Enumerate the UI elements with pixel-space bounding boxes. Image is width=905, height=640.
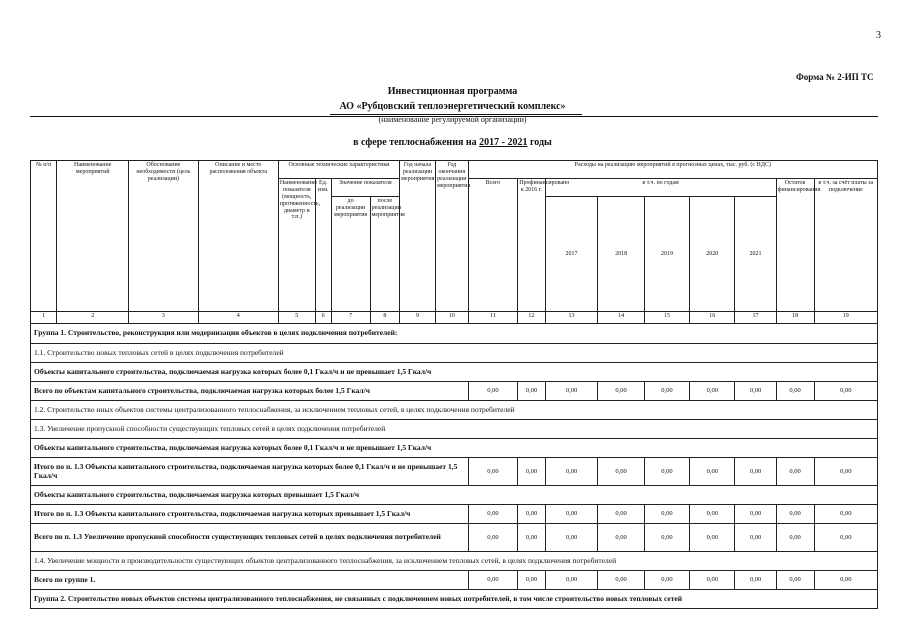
value-cell: 0,00 — [735, 571, 776, 590]
header-before: до реализации мероприятия — [331, 197, 370, 312]
header-year-2018: 2018 — [598, 197, 644, 312]
value-cell: 0,00 — [468, 571, 518, 590]
table-row — [31, 590, 878, 609]
value-cell: 0,00 — [776, 524, 814, 552]
table-row — [31, 344, 878, 363]
value-cell: 0,00 — [776, 505, 814, 524]
column-number-row — [31, 312, 878, 324]
table-row — [31, 458, 878, 486]
col-num: 2 — [57, 312, 129, 324]
col-num: 7 — [331, 312, 370, 324]
value-cell: 0,00 — [468, 458, 518, 486]
value-cell: 0,00 — [735, 382, 776, 401]
header-unit: Ед. изм. — [315, 179, 331, 312]
value-cell: 0,00 — [598, 524, 644, 552]
header-indicator-value: Значение показателя — [331, 179, 400, 197]
table-row — [31, 324, 878, 344]
section-1-3: 1.3. Увеличение пропускной способности существующих тепловых сетей в целях подключения потребителей — [31, 420, 878, 439]
group-2-heading: Группа 2. Строительство новых объектов системы централизованного теплоснабжения, не связанных с подключением новых потребителей, в том числе строительство новых тепловых сетей — [31, 590, 878, 609]
value-cell: 0,00 — [735, 524, 776, 552]
table-row — [31, 439, 878, 458]
document-title: Инвестиционная программа — [387, 86, 518, 97]
col-num: 13 — [545, 312, 598, 324]
value-cell: 0,00 — [545, 505, 598, 524]
table-row — [31, 571, 878, 590]
header-year-2020: 2020 — [690, 197, 735, 312]
value-cell: 0,00 — [644, 524, 689, 552]
value-cell: 0,00 — [545, 458, 598, 486]
organization-caption: (наименование регулируемой организации) — [378, 115, 527, 124]
value-cell: 0,00 — [644, 458, 689, 486]
col-num: 1 — [31, 312, 57, 324]
investment-program-table — [30, 160, 878, 609]
subsection-heading: Объекты капитального строительства, подключаемая нагрузка которых более 0,1 Гкал/ч и не превышает 1,5 Гкал/ч — [31, 439, 878, 458]
col-num: 12 — [518, 312, 545, 324]
col-num: 11 — [468, 312, 518, 324]
header-description: Описание и место расположения объекта — [198, 161, 278, 312]
header-indicator-name: Наименование показателя (мощность, протяженность, диаметр и т.п.) — [278, 179, 315, 312]
value-cell: 0,00 — [518, 505, 545, 524]
table-row — [31, 363, 878, 382]
header-after: после реализации мероприятия — [370, 197, 400, 312]
value-cell: 0,00 — [468, 524, 518, 552]
header-name: Наименование мероприятий — [57, 161, 129, 312]
table-row — [31, 382, 878, 401]
page-number: 3 — [876, 30, 881, 41]
value-cell: 0,00 — [545, 524, 598, 552]
value-cell: 0,00 — [814, 524, 877, 552]
col-num: 18 — [776, 312, 814, 324]
header-year-2021: 2021 — [735, 197, 776, 312]
value-cell: 0,00 — [644, 571, 689, 590]
value-cell: 0,00 — [598, 458, 644, 486]
header-year-2017: 2017 — [545, 197, 598, 312]
value-cell: 0,00 — [518, 458, 545, 486]
value-cell: 0,00 — [545, 382, 598, 401]
value-cell: 0,00 — [776, 458, 814, 486]
table-row — [31, 524, 878, 552]
organization-name: АО «Рубцовский теплоэнергетический комплекс» — [339, 101, 566, 112]
col-num: 6 — [315, 312, 331, 324]
value-cell: 0,00 — [690, 505, 735, 524]
value-cell: 0,00 — [518, 524, 545, 552]
value-cell: 0,00 — [814, 571, 877, 590]
row-label: Итого по п. 1.3 Объекты капитального строительства, подключаемая нагрузка которых более 0,1 Гкал/ч и не превышает 1,5 Гкал/ч — [31, 458, 469, 486]
table-row — [31, 486, 878, 505]
value-cell: 0,00 — [690, 458, 735, 486]
subsection-heading: Объекты капитального строительства, подключаемая нагрузка которых более 0,1 Гкал/ч и не превышает 1,5 Гкал/ч — [31, 363, 878, 382]
form-label: Форма № 2-ИП ТС — [796, 72, 874, 82]
value-cell: 0,00 — [690, 524, 735, 552]
col-num: 3 — [129, 312, 199, 324]
col-num: 15 — [644, 312, 689, 324]
group-1-heading: Группа 1. Строительство, реконструкция или модернизация объектов в целях подключения потребителей: — [31, 324, 878, 344]
section-1-1: 1.1. Строительство новых тепловых сетей в целях подключения потребителей — [31, 344, 878, 363]
row-label: Всего по группе 1. — [31, 571, 469, 590]
col-num: 4 — [198, 312, 278, 324]
value-cell: 0,00 — [468, 382, 518, 401]
header-expenses: Расходы на реализацию мероприятий в прогнозных ценах, тыс. руб. (с НДС) — [468, 161, 877, 179]
value-cell: 0,00 — [598, 382, 644, 401]
header-financed: Профинансировано к 2016 г. — [518, 179, 545, 312]
table-row — [31, 401, 878, 420]
value-cell: 0,00 — [598, 505, 644, 524]
value-cell: 0,00 — [814, 382, 877, 401]
value-cell: 0,00 — [814, 458, 877, 486]
header-by-years: в т.ч. по годам — [545, 179, 776, 197]
col-num: 14 — [598, 312, 644, 324]
value-cell: 0,00 — [735, 505, 776, 524]
col-num: 8 — [370, 312, 400, 324]
subtitle-years: 2017 - 2021 — [479, 137, 528, 148]
value-cell: 0,00 — [644, 382, 689, 401]
value-cell: 0,00 — [814, 505, 877, 524]
value-cell: 0,00 — [598, 571, 644, 590]
section-1-4: 1.4. Увеличение мощности и производительности существующих объектов централизованного теплоснабжения, за исключением тепловых сетей, в целях подключения потребителей — [31, 552, 878, 571]
document-subtitle — [0, 137, 905, 148]
value-cell: 0,00 — [735, 458, 776, 486]
col-num: 10 — [435, 312, 468, 324]
header-end-year: Год окончания реализации мероприятия — [435, 161, 468, 312]
value-cell: 0,00 — [644, 505, 689, 524]
value-cell: 0,00 — [776, 571, 814, 590]
subsection-heading: Объекты капитального строительства, подключаемая нагрузка которых превышает 1,5 Гкал/ч — [31, 486, 878, 505]
subtitle-prefix: в сфере теплоснабжения на — [353, 137, 477, 148]
value-cell: 0,00 — [518, 571, 545, 590]
col-num: 16 — [690, 312, 735, 324]
table-row — [31, 552, 878, 571]
col-num: 19 — [814, 312, 877, 324]
header-number: № п/п — [31, 161, 57, 312]
value-cell: 0,00 — [545, 571, 598, 590]
value-cell: 0,00 — [518, 382, 545, 401]
row-label: Всего по объектам капитального строительства, подключаемая нагрузка которых более 1,5 Гкал/ч — [31, 382, 469, 401]
subtitle-suffix: годы — [529, 137, 552, 148]
table-row — [31, 505, 878, 524]
value-cell: 0,00 — [690, 382, 735, 401]
value-cell: 0,00 — [776, 382, 814, 401]
header-justification: Обоснование необходимости (цель реализации) — [129, 161, 199, 312]
header-connection-fee: в т.ч. за счёт платы за подключение — [814, 179, 877, 312]
header-total: Всего — [468, 179, 518, 312]
header-year-2019: 2019 — [644, 197, 689, 312]
table-row — [31, 420, 878, 439]
value-cell: 0,00 — [690, 571, 735, 590]
row-label: Всего по п. 1.3 Увеличение пропускной способности существующих тепловых сетей в целях подключения потребителей — [31, 524, 469, 552]
col-num: 9 — [400, 312, 436, 324]
header-start-year: Год начала реализации мероприятия — [400, 161, 436, 312]
value-cell: 0,00 — [468, 505, 518, 524]
header-tech-characteristics: Основные технические характеристики — [278, 161, 399, 179]
col-num: 17 — [735, 312, 776, 324]
row-label: Итого по п. 1.3 Объекты капитального строительства, подключаемая нагрузка которых превышает 1,5 Гкал/ч — [31, 505, 469, 524]
col-num: 5 — [278, 312, 315, 324]
section-1-2: 1.2. Строительство иных объектов системы централизованного теплоснабжения, за исключением тепловых сетей, в целях подключения потребителей — [31, 401, 878, 420]
header-remaining: Остаток финансирования — [776, 179, 814, 312]
